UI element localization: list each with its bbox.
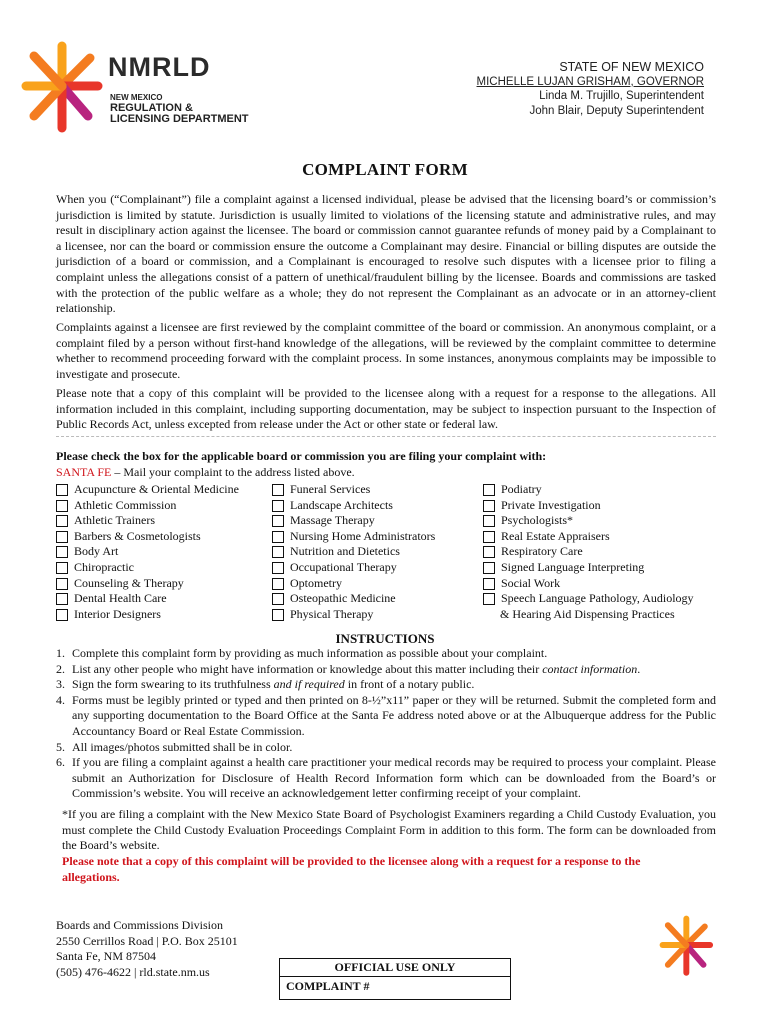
board-label: Social Work — [501, 575, 561, 590]
address-line: Santa Fe, NM 87504 — [56, 949, 156, 964]
item-text-tail: in front of a notary public. — [344, 677, 475, 692]
checkbox[interactable] — [56, 515, 68, 527]
checkbox[interactable] — [483, 546, 495, 558]
item-text-emphasis: and if required — [273, 677, 345, 692]
santa-fe-label: SANTA FE — [56, 465, 112, 479]
board-label: Real Estate Appraisers — [501, 528, 610, 543]
complaint-number-field[interactable]: COMPLAINT # — [286, 979, 370, 993]
checkbox[interactable] — [272, 515, 284, 527]
board-option[interactable] — [483, 498, 694, 514]
mailing-address — [56, 918, 238, 980]
board-option[interactable] — [483, 560, 694, 576]
board-label: Athletic Trainers — [74, 513, 155, 528]
address-line: Boards and Commissions Division — [56, 918, 224, 932]
board-option[interactable] — [272, 498, 435, 514]
official-use-box — [279, 958, 511, 1000]
board-label: Landscape Architects — [290, 497, 393, 512]
governor-line: MICHELLE LUJAN GRISHAM, GOVERNOR — [476, 75, 704, 88]
board-column-3 — [483, 482, 694, 622]
board-label: Body Art — [74, 544, 119, 559]
list-item — [56, 740, 716, 756]
board-option[interactable] — [56, 544, 239, 560]
letterhead — [477, 60, 704, 118]
board-option[interactable] — [272, 482, 435, 498]
item-number: 3. — [56, 677, 65, 692]
board-option[interactable] — [483, 544, 694, 560]
dept-line-3: LICENSING DEPARTMENT — [110, 113, 249, 125]
item-text — [72, 662, 716, 678]
board-option[interactable] — [483, 529, 694, 545]
checkbox[interactable] — [272, 484, 284, 496]
checkbox[interactable] — [483, 562, 495, 574]
board-option[interactable] — [272, 513, 435, 529]
board-option[interactable] — [56, 576, 239, 592]
starburst-logo-icon — [654, 912, 720, 978]
review-paragraph: Complaints against a licensee are first reviewed by the complaint committee of the board or commission. An anonymous complaint, or a complaint filed by a person without first-hand knowledge of the allegations, will be reviewed by the complaint committee to determine whether to recommend proceeding forward with the complaint process. In some instances, anonymous complaints may be impossible to investigate and prosecute. — [56, 320, 716, 381]
board-label: Psychologists* — [501, 513, 574, 528]
santa-fe-instruction — [56, 465, 355, 480]
checkbox[interactable] — [272, 609, 284, 621]
copy-warning: Please note that a copy of this complaint will be provided to the licensee along with a request for a response to the allegations. — [62, 854, 641, 884]
board-option[interactable] — [272, 529, 435, 545]
item-text-main: List any other people who might have information or knowledge about this matter including their — [72, 661, 543, 676]
board-label: Osteopathic Medicine — [290, 591, 396, 606]
list-item — [56, 662, 716, 678]
item-text-tail: . — [637, 661, 641, 676]
board-column-2 — [272, 482, 435, 622]
address-line: (505) 476-4622 | rld.state.nm.us — [56, 964, 210, 979]
intro-paragraph: When you (“Complainant”) file a complaint against a licensed individual, please be advised that the licensing board’s or commission’s jurisdiction is limited by statute. Jurisdiction is usually limited to violations of the licensing statute and administrative rules, and may result in disciplinary action against the licensee. The board or commission cannot guarantee refunds of money paid by a Complainant to a licensee, nor can the board or commission ensure the outcome a Complainant may desire. Financial or billing disputes are outside the jurisdiction of a board or commission, and a Complainant is encouraged to resolve such disputes with a licensee prior to filing a complaint unless the allegations consist of a pattern of unethical/fraudulent billing by the licensee. Boards and commissions are tasked with the protection of the public welfare as a whole; they do not represent the Complainant as an advocate or in an attorney-client relationship. — [56, 192, 716, 316]
psychologist-note: *If you are filing a complaint with the New Mexico State Board of Psychologist Examiners regarding a Child Custody Evaluation, you must complete the Child Custody Evaluation Proceedings Complaint Form in addition to this form. The form can be downloaded from the Board’s website. — [62, 807, 716, 853]
checkbox[interactable] — [483, 500, 495, 512]
board-option[interactable] — [56, 513, 239, 529]
board-option[interactable] — [272, 544, 435, 560]
list-item — [56, 693, 716, 740]
checkbox[interactable] — [56, 484, 68, 496]
checkbox[interactable] — [56, 562, 68, 574]
checkbox[interactable] — [56, 500, 68, 512]
item-text: Complete this complaint form by providing as much information as possible about your complaint. — [72, 646, 548, 660]
list-item — [56, 677, 716, 693]
board-option[interactable] — [56, 482, 239, 498]
item-number: 6. — [56, 755, 65, 770]
item-text — [72, 677, 716, 693]
item-number: 1. — [56, 646, 65, 660]
board-label: Podiatry — [501, 482, 542, 496]
copy-notice-paragraph: Please note that a copy of this complaint will be provided to the licensee along with a request for a response to the allegations. All information included in this complaint, including supporting documentation, may be subject to inspection pursuant to the Inspection of Public Records Act, unless excepted from release under the Act or other state or federal law. — [56, 386, 716, 432]
list-item — [56, 646, 716, 662]
checkbox[interactable] — [272, 593, 284, 605]
department-name — [110, 92, 249, 125]
item-text: All images/photos submitted shall be in color. — [72, 739, 293, 754]
board-label: Acupuncture & Oriental Medicine — [74, 482, 239, 496]
instructions-title: INSTRUCTIONS — [335, 631, 435, 646]
checkbox[interactable] — [56, 578, 68, 590]
dept-line-1: NEW MEXICO — [110, 93, 163, 102]
board-option[interactable] — [483, 576, 694, 592]
board-label: Physical Therapy — [290, 606, 374, 621]
checkbox[interactable] — [272, 500, 284, 512]
board-label: Counseling & Therapy — [74, 575, 184, 590]
board-label: Optometry — [290, 575, 342, 590]
board-option[interactable] — [56, 560, 239, 576]
board-option[interactable] — [272, 591, 435, 607]
board-option[interactable] — [272, 607, 435, 623]
board-option[interactable] — [272, 560, 435, 576]
item-text: If you are filing a complaint against a health care practitioner your medical records may be required to process your complaint. Please submit an Authorization for Disclosure of Health Record Information form which can be downloaded from the Board’s or Commission’s website. You will receive an acknowledgement letter confirming receipt of your complaint. — [72, 755, 716, 801]
board-label-continuation: & Hearing Aid Dispensing Practices — [500, 606, 675, 621]
board-label: Athletic Commission — [74, 497, 177, 512]
starburst-logo-icon — [18, 36, 108, 136]
board-option[interactable] — [56, 591, 239, 607]
checkbox[interactable] — [483, 515, 495, 527]
checkbox[interactable] — [56, 546, 68, 558]
page-title: COMPLAINT FORM — [302, 160, 468, 179]
checkbox[interactable] — [483, 578, 495, 590]
address-line: 2550 Cerrillos Road | P.O. Box 25101 — [56, 933, 238, 948]
board-column-1 — [56, 482, 239, 622]
checkbox[interactable] — [272, 562, 284, 574]
checkbox[interactable] — [56, 609, 68, 621]
board-option[interactable] — [272, 576, 435, 592]
logo-wordmark: NMRLD — [108, 52, 211, 82]
item-text-emphasis: contact information — [542, 661, 638, 676]
item-number: 5. — [56, 739, 65, 754]
board-label: Private Investigation — [501, 497, 601, 512]
superintendent-line: Linda M. Trujillo, Superintendent — [539, 90, 704, 102]
board-label: Massage Therapy — [290, 513, 375, 528]
board-label: Nursing Home Administrators — [290, 528, 436, 543]
item-text-main: Sign the form swearing to its truthfulness — [72, 677, 274, 692]
board-option[interactable] — [56, 607, 239, 623]
board-label: Speech Language Pathology, Audiology — [501, 591, 694, 606]
instructions-list — [56, 646, 716, 802]
board-select-heading: Please check the box for the applicable board or commission you are filing your complaint with: — [56, 449, 547, 463]
checkbox[interactable] — [483, 593, 495, 605]
board-label: Dental Health Care — [74, 591, 167, 606]
board-label: Respiratory Care — [501, 544, 583, 559]
checkbox[interactable] — [272, 546, 284, 558]
board-label: Funeral Services — [290, 482, 371, 496]
board-option[interactable] — [56, 498, 239, 514]
dept-line-2: REGULATION & — [110, 102, 193, 114]
item-text: Forms must be legibly printed or typed and then printed on 8-½”x11” paper or they will be returned. Submit the completed form and any supporting documentation to the Board Office at the Santa Fe address noted above or at the Albuquerque address for the Public Accountancy Board or Real Estate Commission. — [72, 692, 716, 738]
checkbox[interactable] — [272, 531, 284, 543]
state-name: STATE OF NEW MEXICO — [559, 60, 704, 74]
board-label: Nutrition and Dietetics — [290, 544, 400, 559]
checkbox[interactable] — [56, 531, 68, 543]
checkbox[interactable] — [483, 484, 495, 496]
board-label: Signed Language Interpreting — [501, 559, 645, 574]
checkbox[interactable] — [56, 593, 68, 605]
board-option[interactable] — [56, 529, 239, 545]
board-option[interactable] — [483, 482, 694, 498]
board-label: Interior Designers — [74, 606, 161, 621]
santa-fe-text: – Mail your complaint to the address listed above. — [111, 465, 355, 479]
divider — [56, 436, 716, 437]
board-option[interactable] — [483, 513, 694, 529]
deputy-line: John Blair, Deputy Superintendent — [529, 104, 704, 117]
board-label: Barbers & Cosmetologists — [74, 528, 201, 543]
checkbox[interactable] — [483, 531, 495, 543]
board-label: Occupational Therapy — [290, 559, 397, 574]
board-label: Chiropractic — [74, 559, 134, 574]
list-item — [56, 755, 716, 802]
item-number: 4. — [56, 692, 65, 707]
item-number: 2. — [56, 661, 65, 676]
official-use-heading: OFFICIAL USE ONLY — [280, 959, 510, 977]
footer-logo — [654, 912, 720, 978]
checkbox[interactable] — [272, 578, 284, 590]
board-option[interactable] — [483, 591, 694, 607]
